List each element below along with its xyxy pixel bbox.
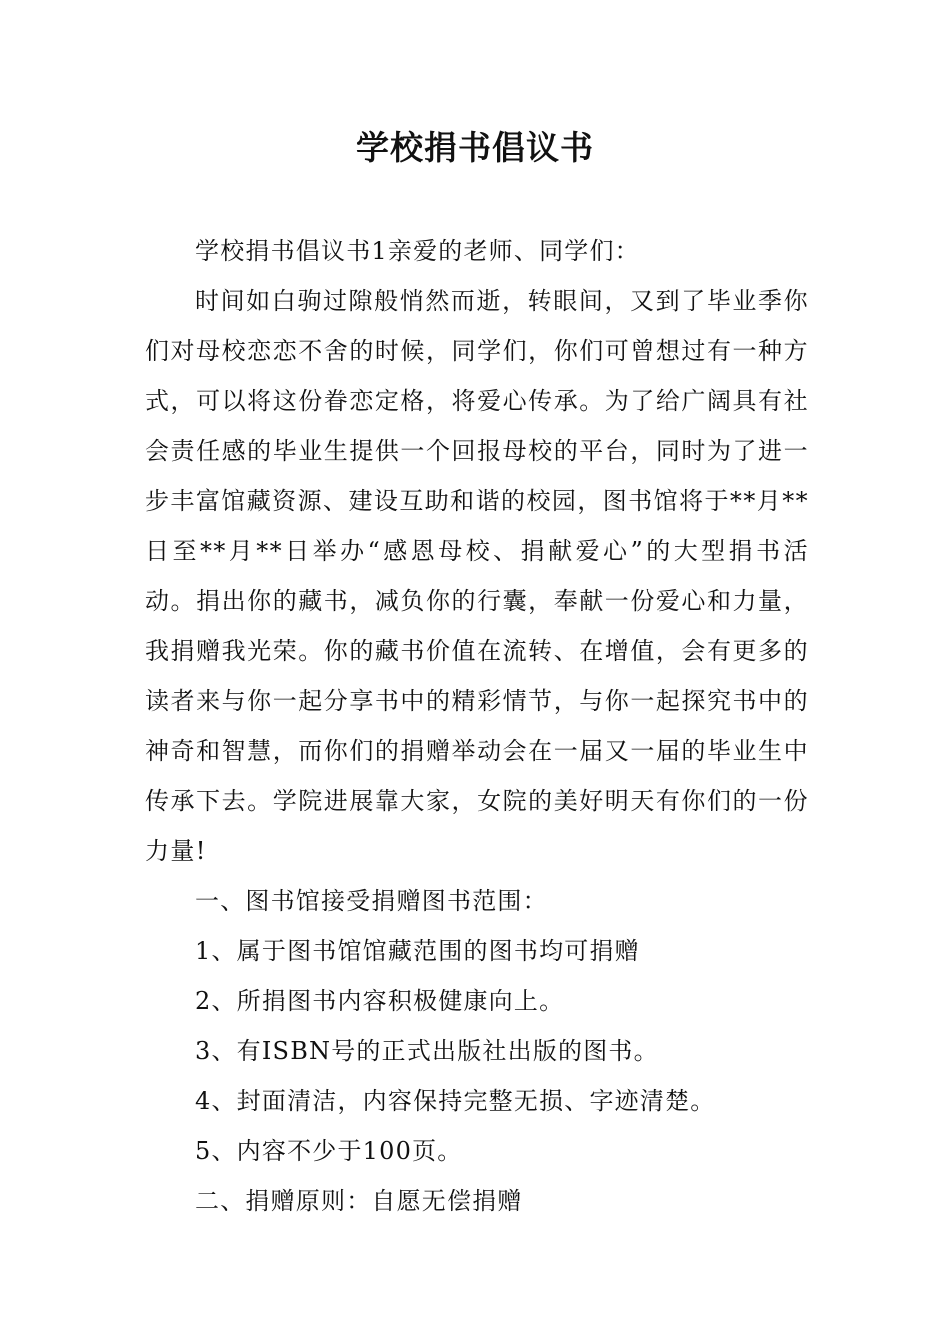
section-heading-principle: 二、捐赠原则：自愿无偿捐赠 (195, 1187, 523, 1215)
document-title: 学校捐书倡议书 (356, 128, 594, 167)
list-item: 5、内容不少于100页。 (195, 1137, 463, 1165)
section-heading-scope: 一、图书馆接受捐赠图书范围： (195, 887, 548, 915)
list-item: 2、所捐图书内容积极健康向上。 (195, 987, 565, 1015)
greeting-paragraph: 学校捐书倡议书1亲爱的老师、同学们： (195, 237, 640, 265)
list-item: 3、有ISBN号的正式出版社出版的图书。 (195, 1037, 659, 1065)
list-item: 4、封面清洁，内容保持完整无损、字迹清楚。 (195, 1087, 716, 1115)
main-paragraph: 时间如白驹过隙般悄然而逝，转眼间，又到了毕业季你们对母校恋恋不舍的时候，同学们，你们可曾想过有一种方式，可以将这份眷恋定格，将爱心传承。为了给广阔具有社会责任感的毕业生提供一个回报母校的平台，同时为了进一步丰富馆藏资源、建设互助和谐的校园，图书馆将于**月**日至**月**日举办“感恩母校、捐献爱心”的大型捐书活动。捐出你的藏书，减负你的行囊，奉献一份爱心和力量，我捐赠我光荣。你的藏书价值在流转、在增值，会有更多的读者来与你一起分享书中的精彩情节，与你一起探究书中的神奇和智慧，而你们的捐赠举动会在一届又一届的毕业生中传承下去。学院进展靠大家，女院的美好明天有你们的一份力量! (145, 287, 809, 865)
document-body (145, 226, 809, 1226)
list-item: 1、属于图书馆馆藏范围的图书均可捐赠 (195, 937, 640, 965)
